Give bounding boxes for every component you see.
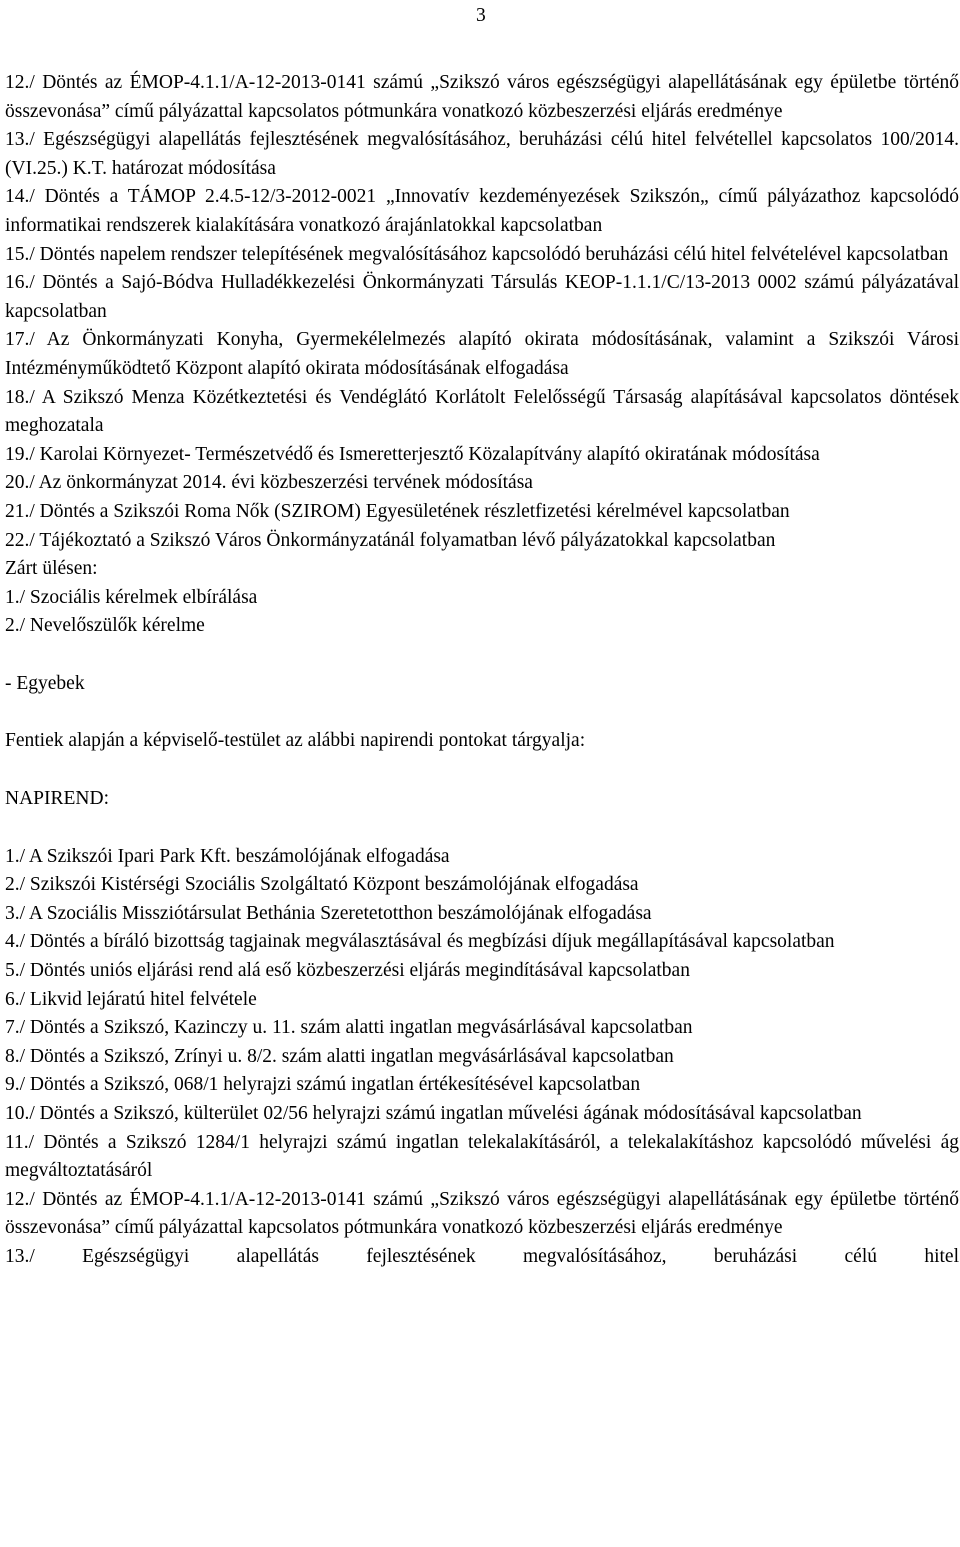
agenda-item: 8./ Döntés a Szikszó, Zrínyi u. 8/2. szám alatti ingatlan megvásárlásával kapcsolatban: [5, 1045, 674, 1067]
agenda-list: [5, 843, 959, 1272]
agenda-item: 4./ Döntés a bíráló bizottság tagjainak megválasztásával és megbízási díjuk megállapításával kapcsolatban: [5, 931, 835, 953]
spacer: [5, 641, 959, 670]
agenda-item: 13./ Egészségügyi alapellátás fejlesztésének megvalósításához, beruházási célú hitel felvétellel kapcsolatos 100/2014.(VI.25.) K.T. határozat módosítása: [5, 129, 959, 179]
agenda-heading: NAPIREND:: [5, 788, 110, 810]
page-number: 3: [476, 5, 486, 26]
page-content: [5, 69, 959, 1272]
intro-paragraph: Fentiek alapján a képviselő-testület az alábbi napirendi pontokat tárgyalja:: [5, 730, 586, 752]
agenda-item: 12./ Döntés az ÉMOP-4.1.1/A-12-2013-0141 számú „Szikszó város egészségügyi alapellátásának egy épületbe történő összevonása” című pályázattal kapcsolatos pótmunkára vonatkozó közbeszerzési eljárás eredménye: [5, 1188, 959, 1239]
agenda-item: 15./ Döntés napelem rendszer telepítésének megvalósításához kapcsolódó beruházási célú hitel felvételével kapcsolatban: [5, 243, 949, 265]
spacer: [5, 756, 959, 785]
agenda-item: 7./ Döntés a Szikszó, Kazinczy u. 11. szám alatti ingatlan megvásárlásával kapcsolatban: [5, 1017, 693, 1039]
agenda-item: 16./ Döntés a Sajó-Bódva Hulladékkezelési Önkormányzati Társulás KEOP-1.1.1/C/13-2013 0002 számú pályázatával kapcsolatban: [5, 272, 959, 322]
agenda-item: 21./ Döntés a Szikszói Roma Nők (SZIROM) Egyesületének részletfizetési kérelmével kapcsolatban: [5, 500, 790, 522]
agenda-item: 11./ Döntés a Szikszó 1284/1 helyrajzi számú ingatlan telekalakításáról, a telekalakításhoz kapcsolódó művelési ág megváltoztatásáról: [5, 1131, 959, 1182]
agenda-item: 6./ Likvid lejáratú hitel felvétele: [5, 988, 257, 1010]
agenda-item: 17./ Az Önkormányzati Konyha, Gyermekélelmezés alapító okirata módosításának, valamint a Szikszói Városi Intézményműködtető Központ alapító okirata módosításának elfogadása: [5, 329, 959, 379]
spacer: [5, 814, 959, 843]
agenda-item: 9./ Döntés a Szikszó, 068/1 helyrajzi számú ingatlan értékesítésével kapcsolatban: [5, 1074, 641, 1096]
agenda-item: 2./ Szikszói Kistérségi Szociális Szolgáltató Központ beszámolójának elfogadása: [5, 874, 639, 896]
other-items: - Egyebek: [5, 672, 85, 694]
agenda-item: 19./ Karolai Környezet- Természetvédő és Ismeretterjesztő Közalapítvány alapító okiratának módosítása: [5, 443, 820, 465]
agenda-item: 1./ A Szikszói Ipari Park Kft. beszámolójának elfogadása: [5, 845, 450, 867]
agenda-item: 3./ A Szociális Missziótársulat Bethánia Szeretetotthon beszámolójának elfogadása: [5, 902, 652, 924]
agenda-item: 5./ Döntés uniós eljárási rend alá eső közbeszerzési eljárás megindításával kapcsolatban: [5, 960, 690, 982]
closed-session-item: 2./ Nevelőszülők kérelme: [5, 615, 205, 637]
closed-session-item: 1./ Szociális kérelmek elbírálása: [5, 586, 258, 608]
closed-session-section: [5, 555, 959, 641]
agenda-item: 20./ Az önkormányzat 2014. évi közbeszerzési tervének módosítása: [5, 472, 533, 494]
agenda-item: 10./ Döntés a Szikszó, külterület 02/56 helyrajzi számú ingatlan művelési ágának módosításával kapcsolatban: [5, 1103, 862, 1124]
agenda-item: 13./ Egészségügyi alapellátás fejlesztésének megvalósításához, beruházási célú hitel: [5, 1245, 959, 1267]
agenda-item: 12./ Döntés az ÉMOP-4.1.1/A-12-2013-0141 számú „Szikszó város egészségügyi alapellátásának egy épületbe történő összevonása” című pályázattal kapcsolatos pótmunkára vonatkozó közbeszerzési eljárás eredménye: [5, 72, 959, 122]
agenda-item: 14./ Döntés a TÁMOP 2.4.5-12/3-2012-0021 „Innovatív kezdeményezések Szikszón„ című pályázathoz kapcsolódó informatikai rendszerek kialakítására vonatkozó árajánlatokkal kapcsolatban: [5, 186, 959, 236]
agenda-item: 18./ A Szikszó Menza Közétkeztetési és Vendéglátó Korlátolt Felelősségű Társaság alapításával kapcsolatos döntések meghozatala: [5, 386, 959, 437]
previous-agenda-list: [5, 69, 959, 555]
agenda-item: 22./ Tájékoztató a Szikszó Város Önkormányzatánál folyamatban lévő pályázatokkal kapcsolatban: [5, 529, 776, 551]
spacer: [5, 698, 959, 727]
closed-session-heading: Zárt ülésen:: [5, 558, 98, 580]
